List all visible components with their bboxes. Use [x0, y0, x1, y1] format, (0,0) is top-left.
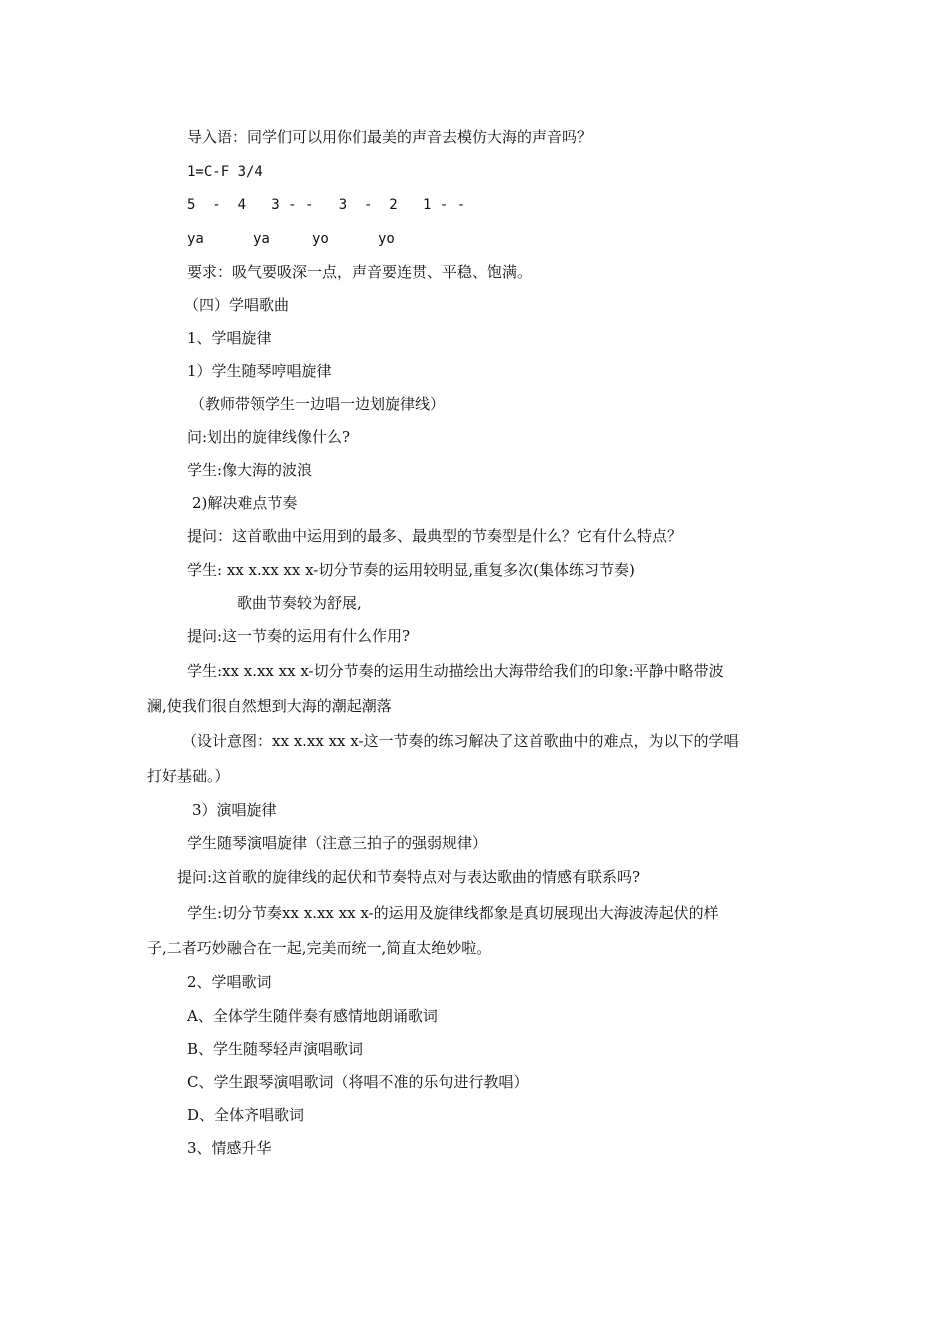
- answer-line: 学生:像大海的波浪: [187, 461, 313, 479]
- list-item: B、学生随琴轻声演唱歌词: [187, 1040, 364, 1058]
- design-intent-wrap: 打好基础。）: [147, 767, 230, 785]
- list-item: C、学生跟琴演唱歌词（将唱不准的乐句进行教唱）: [187, 1073, 529, 1091]
- sub-step: 3）演唱旋律: [192, 801, 277, 819]
- intro-line: 导入语：同学们可以用你们最美的声音去模仿大海的声音吗？: [187, 128, 593, 146]
- instruction-line: 学生随琴演唱旋律（注意三拍子的强弱规律）: [187, 834, 488, 852]
- sub-step: 1）学生随琴哼唱旋律: [187, 362, 332, 380]
- key-signature: 1=C-F 3/4: [187, 164, 263, 180]
- answer-line: 学生:切分节奏xx x.xx xx x-的运用及旋律线都象是真切展现出大海波涛起伏的样: [187, 904, 719, 922]
- section-heading: （四）学唱歌曲: [184, 296, 290, 314]
- list-item: D、全体齐唱歌词: [187, 1106, 305, 1124]
- step-heading: 2、学唱歌词: [187, 973, 272, 991]
- teacher-note: （教师带领学生一边唱一边划旋律线）: [190, 395, 446, 413]
- step-heading: 1、学唱旋律: [187, 329, 272, 347]
- requirement-line: 要求：吸气要吸深一点，声音要连贯、平稳、饱满。: [187, 263, 533, 281]
- lyric-syllable: yo: [312, 231, 329, 247]
- notation-line: 5 - 4 3 - - 3 - 2 1 - -: [187, 197, 466, 213]
- lyric-syllable: ya: [187, 231, 204, 247]
- lyric-syllable: ya: [253, 231, 270, 247]
- answer-line: 学生: xx x.xx xx x-切分节奏的运用较明显,重复多次(集体练习节奏): [187, 561, 635, 579]
- answer-line: 学生:xx x.xx xx x-切分节奏的运用生动描绘出大海带给我们的印象:平静中略带波: [187, 662, 724, 680]
- design-intent-line: （设计意图：xx x.xx xx x-这一节奏的练习解决了这首歌曲中的难点，为以下的学唱: [182, 732, 739, 750]
- list-item: A、全体学生随伴奏有感情地朗诵歌词: [187, 1007, 438, 1025]
- step-heading: 3、情感升华: [187, 1139, 272, 1157]
- question-line: 提问：这首歌曲中运用到的最多、最典型的节奏型是什么？它有什么特点？: [187, 527, 683, 545]
- question-line: 问:划出的旋律线像什么?: [187, 428, 351, 446]
- question-line: 提问:这首歌的旋律线的起伏和节奏特点对与表达歌曲的情感有联系吗?: [177, 868, 641, 886]
- answer-line-wrap: 澜,使我们很自然想到大海的潮起潮落: [147, 697, 392, 715]
- answer-continuation: 歌曲节奏较为舒展,: [237, 594, 362, 612]
- sub-step: 2)解决难点节奏: [192, 494, 298, 512]
- question-line: 提问:这一节奏的运用有什么作用?: [187, 627, 411, 645]
- lyric-syllable: yo: [378, 231, 395, 247]
- answer-line-wrap: 子,二者巧妙融合在一起,完美而统一,简直太绝妙啦。: [147, 939, 492, 957]
